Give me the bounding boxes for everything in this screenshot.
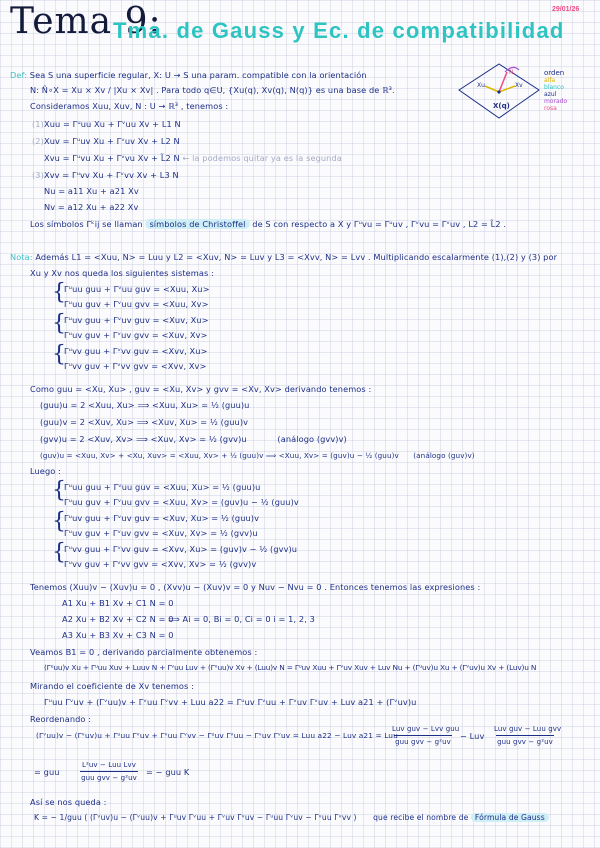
equation-5: Nv = a12 Xu + a22 Xv xyxy=(44,202,139,212)
veamos-line: Veamos B1 = 0 , derivando parcialmente obtenemos : xyxy=(30,647,258,657)
point-q xyxy=(497,90,500,93)
date-label: 29/01/26 xyxy=(552,6,580,13)
color-legend xyxy=(544,70,582,112)
fraction-3-bar xyxy=(80,771,138,772)
legend-item: morado xyxy=(544,98,568,105)
page-title-subject: Tma. de Gauss y Ec. de compatibilidad xyxy=(113,18,565,43)
como-line: Como guu = <Xu, Xu> , guv = <Xu, Xv> y gvv = <Xv, Xv> derivando tenemos : xyxy=(30,384,372,394)
legend-item: rosa xyxy=(544,105,557,112)
fraction-1-bar xyxy=(394,735,452,736)
solved-system-3b: Γᵘvv guv + Γᵛvv gvv = <Xvv, Xv> = ½ (gvv)v xyxy=(64,559,257,569)
definition-line-3: Consideramos Xuu, Xuv, N : U → ℝ³ , tenemos : xyxy=(30,101,229,111)
luego-label: Luego : xyxy=(30,466,61,476)
definition-line-1 xyxy=(10,70,367,80)
equation-2b-formula: Xvu = Γᵘvu Xu + Γᵛvu Xv + L̃2 N xyxy=(44,153,180,163)
legend-item: alfa xyxy=(544,77,556,84)
legend-item: blanco xyxy=(544,84,564,91)
figure-label-n: N xyxy=(509,69,514,76)
minus-luv: − Luv xyxy=(460,731,485,741)
system-brace-6: { xyxy=(52,540,66,565)
system-2b: Γᵘuv guv + Γᵛuv gvv = <Xuv, Xv> xyxy=(64,330,208,340)
christoffel-highlight: símbolos de Christoffel xyxy=(145,219,249,229)
solved-system-3a: Γᵘvv guu + Γᵛvv guv = <Xvv, Xu> = (guv)v − ½ (gvv)u xyxy=(64,544,298,554)
system-brace-1: { xyxy=(52,280,66,305)
figure-label-xq: X(q) xyxy=(493,102,510,110)
expression-2: A2 Xu + B2 Xv + C2 N = 0 xyxy=(62,614,174,624)
equation-3: Xvv = Γᵘvv Xu + Γᵛvv Xv + L3 N xyxy=(44,170,179,180)
gauss-formula-line xyxy=(34,813,549,823)
equation-label-2: (2) xyxy=(32,136,44,146)
system-2a: Γᵘuv guu + Γᵛuv guv = <Xuv, Xu> xyxy=(64,315,209,325)
christoffel-post: de S con respecto a X y Γᵘvu = Γᵘuv , Γᵛvu = Γᵛuv , L2 = L̃2 . xyxy=(252,219,507,229)
derivative-4-formula: (guv)u = <Xuu, Xv> + <Xu, Xuv> = <Xuu, Xv> + ½ (guu)v ⟹ <Xuu, Xv> = (guv)u − ½ (guu)v xyxy=(40,451,399,460)
nota-text: Además L1 = <Xuu, N> = Luu y L2 = <Xuv, N> = Luv y L3 = <Xvv, N> = Lvv . Multiplicando escalarmente (1),(2) y (3) por xyxy=(35,252,558,262)
page-title-prefix: Tema 9: xyxy=(10,1,162,42)
fraction-3-tail: = − guu K xyxy=(146,767,190,777)
system-1b: Γᵘuu guv + Γᵛuu gvv = <Xuu, Xv> xyxy=(64,299,209,309)
legend-item: azul xyxy=(544,91,557,98)
system-3b: Γᵘvv guv + Γᵛvv gvv = <Xvv, Xv> xyxy=(64,361,207,371)
equation-2b xyxy=(44,153,342,163)
expression-3: A3 Xu + B3 Xv + C3 N = 0 xyxy=(62,630,174,640)
fraction-2-numerator: Luv guv − Luu gvv xyxy=(494,725,562,733)
fraction-1-numerator: Luv guv − Lvv guu xyxy=(392,725,460,733)
figure-label-xu: Xu xyxy=(477,82,485,89)
system-brace-2: { xyxy=(52,311,66,336)
derivative-2: (guu)v = 2 <Xuv, Xu> ⟹ <Xuv, Xu> = ½ (guu)v xyxy=(40,417,249,427)
system-brace-5: { xyxy=(52,509,66,534)
definition-text: Sea S una superficie regular, X: U → S una param. compatible con la orientación xyxy=(29,70,367,80)
solved-system-1a: Γᵘuu guu + Γᵛuu guv = <Xuu, Xu> = ½ (guu)u xyxy=(64,482,261,492)
equation-label-3: (3) xyxy=(32,170,44,180)
long-equation: (Γᵘuu)v Xu + Γᵘuu Xuv + Luuv N + Γᵛuu Luv + (Γᵛuu)v Xv + (Luu)v N = Γᵘuv Xuu + Γᵛuv Xuv + Luv Nu + (Γᵘuv)u Xu + (Γᵛuv)u Xv + (Luv)u N xyxy=(44,663,537,672)
gauss-formula: K = − 1/guu ( (Γᵛuv)u − (Γᵛuu)v + Γᵘuv Γᵛuu + Γᵛuv Γᵛuv − Γᵘuu Γᵛuv − Γᵛuu Γᵛvv ) xyxy=(34,813,357,822)
gauss-formula-highlight: Fórmula de Gauss xyxy=(471,813,549,822)
fraction-2-bar xyxy=(496,735,554,736)
fraction-3-denominator: guu gvv − g²uv xyxy=(81,774,137,782)
definition-line-2: N: Ñ∘X = Xu × Xv / |Xu × Xv| . Para todo q∈U, {Xu(q), Xv(q), N(q)} es una base de ℝ³. xyxy=(30,85,395,95)
derivative-3 xyxy=(40,434,347,444)
derivative-4-note: (análogo (guv)v) xyxy=(413,451,475,460)
expression-1: A1 Xu + B1 Xv + C1 N = 0 xyxy=(62,598,174,608)
nota-line-2: Xu y Xv nos queda los siguientes sistemas : xyxy=(30,268,214,278)
gauss-formula-text: que recibe el nombre de xyxy=(373,813,469,822)
fraction-3-numerator: L²uv − Luu Lvv xyxy=(81,761,137,769)
expression-result: ⟹ Ai = 0, Bi = 0, Ci = 0 i = 1, 2, 3 xyxy=(168,614,315,624)
derivative-3-note: (análogo (gvv)v) xyxy=(277,434,347,444)
christoffel-line xyxy=(30,219,506,229)
equation-1: Xuu = Γᵘuu Xu + Γᵛuu Xv + L1 N xyxy=(44,119,181,129)
christoffel-pre: Los símbolos Γᵏij se llaman xyxy=(30,219,143,229)
reordered-equation: (Γᵛuu)v − (Γᵛuv)u + Γᵘuu Γᵛuv + Γᵛuu Γᵛvv − Γᵘuv Γᵛuu − Γᵛuv Γᵛuv = Luu a22 − Luv a21 = Luu xyxy=(36,731,398,740)
surface-basis-figure xyxy=(455,60,543,122)
mirando-line: Mirando el coeficiente de Xv tenemos : xyxy=(30,681,194,691)
reordenando-label: Reordenando : xyxy=(30,714,92,724)
equation-2b-note: ← la podemos quitar ya es la segunda xyxy=(182,153,342,163)
guu-prefix: = guu xyxy=(34,767,60,777)
system-3a: Γᵘvv guu + Γᵛvv guv = <Xvv, Xu> xyxy=(64,346,208,356)
solved-system-1b: Γᵘuu guv + Γᵛuu gvv = <Xuu, Xv> = (guv)u − ½ (guu)v xyxy=(64,497,299,507)
asi-line: Así se nos queda : xyxy=(30,797,107,807)
fraction-2-denominator: guu gvv − g²uv xyxy=(497,738,553,746)
equation-4: Nu = a11 Xu + a21 Xv xyxy=(44,186,139,196)
solved-system-2a: Γᵘuv guu + Γᵛuv guv = <Xuv, Xu> = ½ (guu)v xyxy=(64,513,260,523)
xu-vector xyxy=(485,86,499,92)
system-brace-4: { xyxy=(52,478,66,503)
definition-label: Def: xyxy=(10,70,28,80)
tenemos-line: Tenemos (Xuu)v − (Xuv)u = 0 , (Xvv)u − (Xuv)v = 0 y Nuv − Nvu = 0 . Entonces tenemos las expresiones : xyxy=(30,582,481,592)
system-1a: Γᵘuu guu + Γᵛuu guv = <Xuu, Xu> xyxy=(64,284,210,294)
equation-2: Xuv = Γᵘuv Xu + Γᵛuv Xv + L2 N xyxy=(44,136,180,146)
fraction-1-denominator: guu gvv − g²uv xyxy=(395,738,451,746)
derivative-3-formula: (gvv)u = 2 <Xuv, Xv> ⟹ <Xuv, Xv> = ½ (gvv)u xyxy=(40,434,247,444)
system-brace-3: { xyxy=(52,342,66,367)
nota-label: Nota: xyxy=(10,252,33,262)
figure-label-xv: Xv xyxy=(515,82,523,89)
solved-system-2b: Γᵘuv guv + Γᵛuv gvv = <Xuv, Xv> = ½ (gvv)u xyxy=(64,528,258,538)
equation-label-1: (1) xyxy=(32,119,44,129)
legend-title: orden xyxy=(544,69,565,77)
coefficient-equation: Γᵘuu Γᵛuv + (Γᵛuu)v + Γᵛuu Γᵛvv + Luu a22 = Γᵘuv Γᵛuu + Γᵛuv Γᵛuv + Luv a21 + (Γᵛuv)u xyxy=(44,697,417,707)
derivative-4 xyxy=(40,451,475,461)
derivative-1: (guu)u = 2 <Xuu, Xu> ⟹ <Xuu, Xu> = ½ (guu)u xyxy=(40,400,250,410)
nota-line-1 xyxy=(10,252,557,262)
